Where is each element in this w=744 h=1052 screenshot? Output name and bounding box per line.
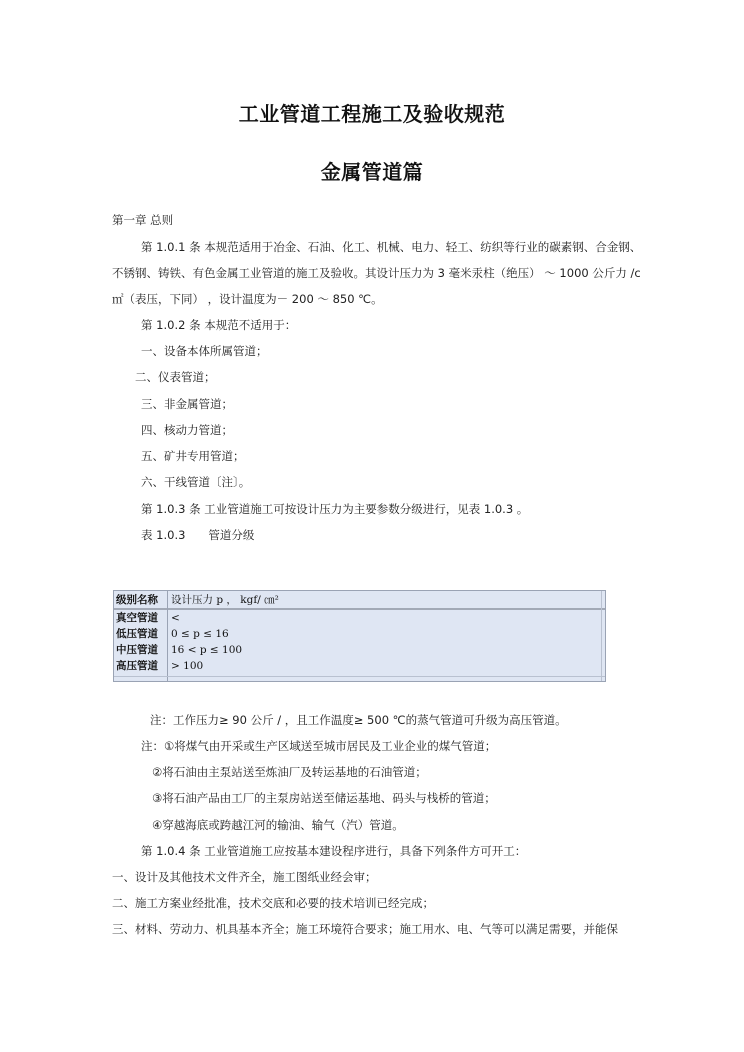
article-1-0-3: 第 1.0.3 条 工业管道施工可按设计压力为主要参数分级进行，见表 1.0.3 。 — [141, 502, 529, 516]
article-1-0-1-line-1: 第 1.0.1 条 本规范适用于冶金、石油、化工、机械、电力、轻工、纺织等行业的碳素钢、合金钢、 — [141, 240, 642, 254]
table-row-value: > 100 — [171, 660, 204, 672]
table-row-value: < — [171, 612, 180, 624]
table-row-name: 中压管道 — [116, 644, 158, 656]
document-title: 工业管道工程施工及验收规范 — [238, 102, 506, 126]
exclusion-item: 三、非金属管道； — [141, 397, 233, 411]
trunk-pipeline-note: 注：①将煤气由开采或生产区域送至城市居民及工业企业的煤气管道； — [141, 739, 497, 753]
article-1-0-4: 第 1.0.4 条 工业管道施工应按基本建设程序进行，具备下列条件方可开工： — [141, 844, 527, 858]
table-caption: 表 1.0.3 管道分级 — [141, 528, 255, 542]
condition-item: 一、设计及其他技术文件齐全，施工图纸业经会审； — [112, 870, 377, 884]
table-edge — [114, 676, 605, 677]
header-divider — [114, 608, 605, 610]
exclusion-item: 六、干线管道〔注〕。 — [141, 475, 251, 489]
column-divider — [167, 591, 168, 681]
table-row-name: 真空管道 — [116, 612, 158, 624]
table-note: 注：工作压力≥ 90 公斤 / ，且工作温度≥ 500 ℃的蒸气管道可升级为高压管道。 — [150, 713, 567, 727]
trunk-pipeline-note-item: ④穿越海底或跨越江河的输油、输气（汽）管道。 — [152, 818, 404, 832]
condition-item: 三、材料、劳动力、机具基本齐全；施工环境符合要求；施工用水、电、气等可以满足需要，并能保 — [112, 922, 618, 936]
exclusion-item: 四、核动力管道； — [141, 423, 233, 437]
document-subtitle: 金属管道篇 — [320, 160, 424, 184]
table-row-value: 16 < p ≤ 100 — [171, 644, 243, 656]
table-edge — [601, 591, 602, 681]
exclusion-item: 一、设备本体所属管道； — [141, 344, 268, 358]
table-row-name: 低压管道 — [116, 628, 158, 640]
condition-item: 二、施工方案业经批准，技术交底和必要的技术培训已经完成； — [112, 896, 434, 910]
exclusion-item: 五、矿井专用管道； — [141, 449, 245, 463]
table-row-value: 0 ≤ p ≤ 16 — [171, 628, 229, 640]
table-header-class: 级别名称 — [116, 594, 158, 606]
pipe-classification-table — [113, 590, 606, 682]
article-1-0-1-line-2: 不锈钢、铸铁、有色金属工业管道的施工及验收。其设计压力为 3 毫米汞柱（绝压） ～ 1000 公斤力 /c — [112, 266, 641, 280]
chapter-heading: 第一章 总则 — [112, 213, 174, 227]
table-header-pressure: 设计压力 p ， kgf/ ㎝² — [171, 594, 279, 606]
article-1-0-2: 第 1.0.2 条 本规范不适用于： — [141, 318, 297, 332]
article-1-0-1-line-3: ㎡（表压，下同） ，设计温度为－ 200 ～ 850 ℃。 — [112, 292, 383, 306]
exclusion-item: 二、仪表管道； — [135, 370, 216, 384]
table-row-name: 高压管道 — [116, 660, 158, 672]
trunk-pipeline-note-item: ②将石油由主泵站送至炼油厂及转运基地的石油管道； — [152, 765, 427, 779]
trunk-pipeline-note-item: ③将石油产品由工厂的主泵房站送至储运基地、码头与栈桥的管道； — [152, 791, 496, 805]
